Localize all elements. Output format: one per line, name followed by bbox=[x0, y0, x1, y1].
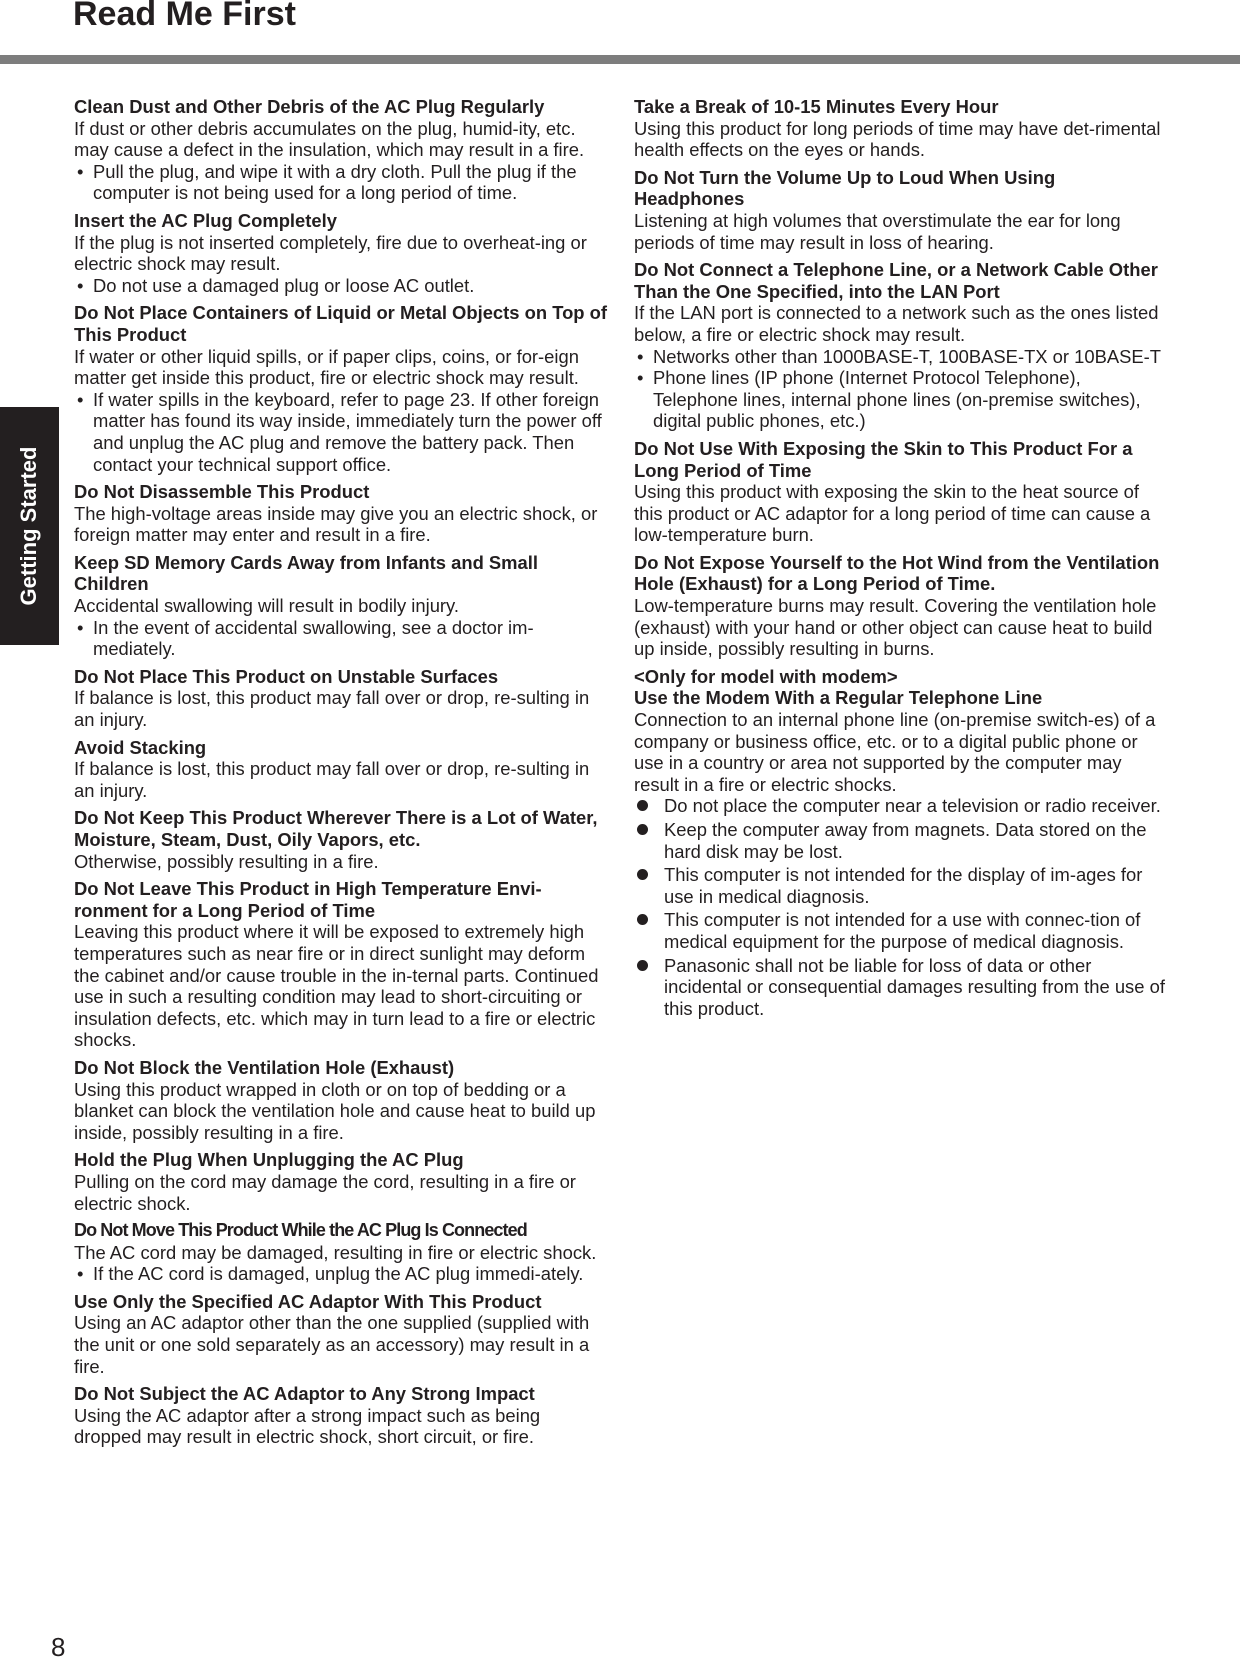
section-text: Using this product wrapped in cloth or on top of bedding or a blanket can block the ventilation hole and cause heat to build up inside, possibly resulting in a fire. bbox=[74, 1078, 596, 1143]
bullet-dot-icon bbox=[637, 960, 648, 971]
bullet-item: • If water spills in the keyboard, refer to page 23. If other foreign matter has found its way inside, immediately turn the power off and unplug the AC plug and remove the battery pack. Then contact your technical support office. bbox=[74, 389, 609, 475]
section-text: Listening at high volumes that overstimulate the ear for long periods of time may result in loss of hearing. bbox=[634, 209, 1121, 253]
section-text: Accidental swallowing will result in bodily injury. bbox=[74, 595, 459, 617]
section-heading: Do Not Place Containers of Liquid or Metal Objects on Top of This Product bbox=[74, 302, 608, 345]
bullet-list bbox=[74, 389, 609, 475]
bullet-list bbox=[74, 1263, 609, 1285]
section-text: The AC cord may be damaged, resulting in fire or electric shock. bbox=[74, 1241, 597, 1263]
bullet-list bbox=[74, 275, 609, 297]
section-high-temperature bbox=[74, 878, 609, 1051]
section-heading: Do Not Turn the Volume Up to Loud When Using Headphones bbox=[634, 166, 1056, 210]
section-heading: Keep SD Memory Cards Away from Infants and Small Children bbox=[74, 551, 538, 595]
section-ventilation bbox=[74, 1057, 609, 1143]
bullet-dot-icon bbox=[637, 800, 648, 811]
section-text: Pulling on the cord may damage the cord, resulting in a fire or electric shock. bbox=[74, 1170, 576, 1214]
section-text: Connection to an internal phone line (on-premise switch-es) of a company or business office, etc. or to a digital public phone or use in a country or area not supported by the computer may result in a fire or electric shocks. bbox=[634, 709, 1156, 795]
dot-item-text: Keep the computer away from magnets. Data stored on the hard disk may be lost. bbox=[664, 819, 1147, 862]
side-tab bbox=[0, 407, 59, 645]
section-heading: Insert the AC Plug Completely bbox=[74, 209, 337, 231]
section-heading: Do Not Keep This Product Wherever There is a Lot of Water, Moisture, Steam, Dust, Oily Vapors, etc. bbox=[74, 807, 598, 850]
section-heading: Hold the Plug When Unplugging the AC Plug bbox=[74, 1149, 464, 1171]
section-heading: Clean Dust and Other Debris of the AC Plug Regularly bbox=[74, 96, 545, 117]
side-tab-label: Getting Started bbox=[16, 446, 41, 606]
bullet-list bbox=[74, 161, 609, 204]
page-title: Read Me First bbox=[73, 0, 296, 33]
section-text: Leaving this product where it will be exposed to extremely high temperatures such as near fire or in direct sunlight may deform the cabinet and/or cause trouble in the in-ternal parts. Continued use in such a resulting condition may lead to short-circuiting or insulation defects, etc. which may in turn lead to a fire or electric shocks. bbox=[74, 921, 599, 1051]
section-text: If dust or other debris accumulates on the plug, humid-ity, etc. may cause a defect in the insulation, which may result in a fire. bbox=[74, 117, 585, 161]
section-heading: Take a Break of 10-15 Minutes Every Hour bbox=[634, 96, 999, 117]
bullet-item: • Networks other than 1000BASE-T, 100BASE-TX or 10BASE-T bbox=[634, 346, 1170, 368]
section-liquid-containers bbox=[74, 302, 609, 475]
section-text: Using this product for long periods of time may have det-rimental health effects on the eyes or hands. bbox=[634, 117, 1161, 161]
section-heading: Use the Modem With a Regular Telephone Line bbox=[634, 687, 1043, 709]
section-clean-dust bbox=[74, 96, 609, 204]
section-heading: Do Not Block the Ventilation Hole (Exhaust) bbox=[74, 1056, 455, 1078]
section-sd-cards bbox=[74, 552, 609, 660]
dot-item bbox=[634, 955, 1170, 1020]
section-heading: Do Not Place This Product on Unstable Surfaces bbox=[74, 665, 499, 687]
section-text: If water or other liquid spills, or if paper clips, coins, or for-eign matter get inside this product, fire or electric shock may result. bbox=[74, 345, 579, 389]
page-number: 8 bbox=[51, 1632, 66, 1662]
title-divider bbox=[0, 55, 1240, 64]
section-lan-port bbox=[634, 259, 1170, 432]
bullet-item: • Pull the plug, and wipe it with a dry cloth. Pull the plug if the computer is not being used for a long period of time. bbox=[74, 161, 609, 204]
section-hot-wind bbox=[634, 552, 1170, 660]
dot-item bbox=[634, 909, 1170, 952]
section-heading: Do Not Subject the AC Adaptor to Any Strong Impact bbox=[74, 1383, 535, 1405]
dot-item bbox=[634, 819, 1170, 862]
bullet-dot-icon bbox=[637, 914, 648, 925]
bullet-item: • If the AC cord is damaged, unplug the AC plug immedi-ately. bbox=[74, 1263, 609, 1285]
bullet-list bbox=[74, 617, 609, 660]
section-heading: Avoid Stacking bbox=[74, 736, 207, 758]
section-heading: Use Only the Specified AC Adaptor With This Product bbox=[74, 1290, 542, 1312]
dot-item-text: Do not place the computer near a television or radio receiver. bbox=[664, 795, 1161, 817]
bullet-dot-icon bbox=[637, 869, 648, 880]
section-unstable-surfaces bbox=[74, 666, 609, 731]
section-moisture bbox=[74, 807, 609, 872]
section-text: The high-voltage areas inside may give you an electric shock, or foreign matter may enter and result in a fire. bbox=[74, 502, 598, 546]
section-insert-plug bbox=[74, 210, 609, 296]
bullet-item: • Phone lines (IP phone (Internet Protocol Telephone), Telephone lines, internal phone lines (on-premise switches), digital public phones, etc.) bbox=[634, 367, 1170, 432]
section-specified-adaptor bbox=[74, 1291, 609, 1377]
section-text: Using this product with exposing the skin to the heat source of this product or AC adaptor for a long period of time can cause a low-temperature burn. bbox=[634, 481, 1151, 546]
dot-list bbox=[634, 795, 1170, 1019]
left-column bbox=[74, 96, 609, 1454]
section-text: If balance is lost, this product may fall over or drop, re-sulting in an injury. bbox=[74, 758, 590, 801]
dot-item-text: Panasonic shall not be liable for loss of data or other incidental or consequential damages resulting from the use of this product. bbox=[664, 954, 1165, 1019]
dot-item-text: This computer is not intended for a use with connec-tion of medical equipment for the purpose of medical diagnosis. bbox=[664, 909, 1141, 952]
section-modem bbox=[634, 666, 1170, 1020]
section-disassemble bbox=[74, 481, 609, 546]
section-heading: Do Not Move This Product While the AC Plug Is Connected bbox=[74, 1220, 527, 1241]
model-note: <Only for model with modem> bbox=[634, 665, 898, 687]
bullet-list bbox=[634, 346, 1170, 432]
bullet-dot-icon bbox=[637, 824, 648, 835]
dot-item-text: This computer is not intended for the display of im-ages for use in medical diagnosis. bbox=[664, 864, 1143, 907]
section-heading: Do Not Connect a Telephone Line, or a Network Cable Other Than the One Specified, into the LAN Port bbox=[634, 259, 1158, 302]
section-text: Low-temperature burns may result. Covering the ventilation hole (exhaust) with your hand or other object can cause heat to build up inside, possibly resulting in burns. bbox=[634, 595, 1157, 660]
section-text: If the plug is not inserted completely, fire due to overheat-ing or electric shock may result. bbox=[74, 231, 587, 275]
section-heading: Do Not Disassemble This Product bbox=[74, 481, 370, 503]
section-strong-impact bbox=[74, 1383, 609, 1448]
section-hold-plug bbox=[74, 1149, 609, 1214]
section-text: Using the AC adaptor after a strong impact such as being dropped may result in electric shock, short circuit, or fire. bbox=[74, 1404, 541, 1448]
section-text: Using an AC adaptor other than the one supplied (supplied with the unit or one sold separately as an accessory) may result in a fire. bbox=[74, 1312, 590, 1377]
section-text: If balance is lost, this product may fall over or drop, re-sulting in an injury. bbox=[74, 687, 590, 731]
section-heading: Do Not Leave This Product in High Temperature Envi-ronment for a Long Period of Time bbox=[74, 878, 542, 921]
section-text: Otherwise, possibly resulting in a fire. bbox=[74, 850, 379, 872]
section-avoid-stacking bbox=[74, 737, 609, 802]
section-take-break bbox=[634, 96, 1170, 161]
section-do-not-move bbox=[74, 1220, 609, 1285]
dot-item bbox=[634, 795, 1170, 817]
dot-item bbox=[634, 864, 1170, 907]
section-text: If the LAN port is connected to a network such as the ones listed below, a fire or electric shock may result. bbox=[634, 302, 1159, 345]
section-skin-exposure bbox=[634, 438, 1170, 546]
section-heading: Do Not Expose Yourself to the Hot Wind from the Ventilation Hole (Exhaust) for a Long Period of Time. bbox=[634, 551, 1160, 595]
bullet-item: • Do not use a damaged plug or loose AC outlet. bbox=[74, 275, 609, 297]
section-heading: Do Not Use With Exposing the Skin to This Product For a Long Period of Time bbox=[634, 437, 1133, 481]
section-volume bbox=[634, 167, 1170, 253]
bullet-item: • In the event of accidental swallowing, see a doctor im-mediately. bbox=[74, 617, 609, 660]
right-column bbox=[634, 96, 1170, 1025]
